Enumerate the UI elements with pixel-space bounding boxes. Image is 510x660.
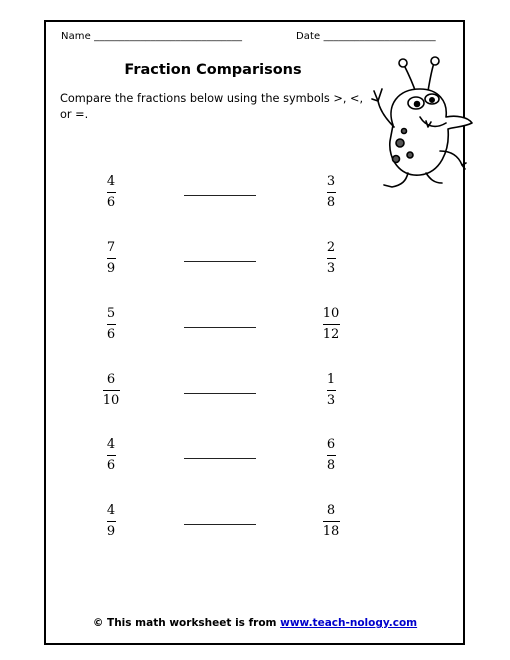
page-title: Fraction Comparisons [124, 62, 302, 78]
footer [0, 617, 510, 629]
denominator: 6 [106, 458, 116, 473]
answer-blank[interactable] [184, 195, 256, 196]
answer-blank[interactable] [184, 393, 256, 394]
numerator: 10 [322, 306, 340, 321]
denominator: 3 [326, 261, 336, 276]
fraction-bar [323, 324, 340, 325]
numerator: 6 [106, 372, 116, 387]
numerator: 1 [326, 372, 336, 387]
numerator: 2 [326, 240, 336, 255]
denominator: 6 [106, 195, 116, 210]
left-fraction [91, 240, 131, 277]
fraction-bar [323, 521, 340, 522]
denominator: 3 [326, 393, 336, 408]
right-fraction [311, 503, 351, 540]
left-fraction [91, 503, 131, 540]
date-field-label: Date ______________________ [296, 31, 436, 42]
left-fraction [91, 372, 131, 409]
fraction-bar [327, 390, 336, 391]
fraction-bar [107, 324, 116, 325]
fraction-bar [107, 455, 116, 456]
numerator: 6 [326, 437, 336, 452]
name-field-label: Name _____________________________ [61, 31, 243, 42]
fraction-bar [107, 521, 116, 522]
answer-blank[interactable] [184, 524, 256, 525]
right-fraction [311, 240, 351, 277]
numerator: 4 [106, 503, 116, 518]
answer-blank[interactable] [184, 458, 256, 459]
footer-link[interactable]: www.teach-nology.com [280, 617, 418, 629]
fraction-bar [107, 258, 116, 259]
fraction-bar [107, 192, 116, 193]
right-fraction [311, 372, 351, 409]
denominator: 12 [322, 327, 340, 342]
monster-illustration [368, 55, 478, 193]
left-fraction [91, 306, 131, 343]
denominator: 9 [106, 261, 116, 276]
denominator: 9 [106, 524, 116, 539]
answer-blank[interactable] [184, 327, 256, 328]
right-fraction [311, 306, 351, 343]
numerator: 3 [326, 174, 336, 189]
fraction-bar [327, 455, 336, 456]
denominator: 8 [326, 458, 336, 473]
denominator: 8 [326, 195, 336, 210]
numerator: 4 [106, 437, 116, 452]
right-fraction [311, 174, 351, 211]
instructions-text: Compare the fractions below using the symbols >, <, or =. [60, 92, 364, 121]
numerator: 7 [106, 240, 116, 255]
denominator: 18 [322, 524, 340, 539]
fraction-bar [327, 258, 336, 259]
fraction-bar [327, 192, 336, 193]
denominator: 6 [106, 327, 116, 342]
numerator: 8 [326, 503, 336, 518]
left-fraction [91, 174, 131, 211]
numerator: 5 [106, 306, 116, 321]
fraction-bar [103, 390, 120, 391]
numerator: 4 [106, 174, 116, 189]
answer-blank[interactable] [184, 261, 256, 262]
footer-text: © This math worksheet is from [92, 617, 281, 629]
denominator: 10 [102, 393, 120, 408]
left-fraction [91, 437, 131, 474]
right-fraction [311, 437, 351, 474]
